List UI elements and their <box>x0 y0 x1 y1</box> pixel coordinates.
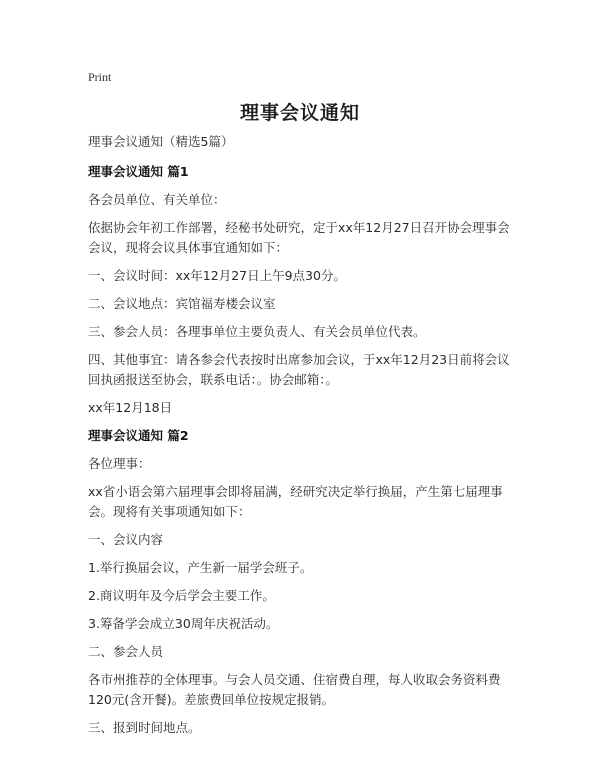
other-matters: 四、其他事宜：请各参会代表按时出席参加会议，于xx年12月23日前将会议回执函报送至协会，联系电话：。协会邮箱：。 <box>88 352 510 387</box>
part1-item-2: 2.商议明年及今后学会主要工作。 <box>88 588 275 603</box>
section-heading-2: 理事会议通知 篇2 <box>88 428 189 443</box>
meeting-time: 一、会议时间：xx年12月27日上午9点30分。 <box>88 268 346 283</box>
intro-paragraph-1: 依据协会年初工作部署，经秘书处研究，定于xx年12月27日召开协会理事会会议，现将会议具体事宜通知如下： <box>88 220 510 255</box>
salutation-2: 各位理事： <box>88 456 151 471</box>
document-body <box>88 132 518 746</box>
part1-item-3: 3.筹备学会成立30周年庆祝活动。 <box>88 616 279 631</box>
part2-title: 二、参会人员 <box>88 644 164 659</box>
part1-item-1: 1.举行换届会议，产生新一届学会班子。 <box>88 560 313 575</box>
salutation-1: 各会员单位、有关单位： <box>88 192 226 207</box>
meeting-attendees: 三、参会人员：各理事单位主要负责人、有关会员单位代表。 <box>88 324 426 339</box>
notice-date: xx年12月18日 <box>88 400 173 415</box>
part3-title: 三、报到时间地点。 <box>88 720 201 735</box>
part1-title: 一、会议内容 <box>88 532 164 547</box>
intro-paragraph-2: xx省小语会第六届理事会即将届满，经研究决定举行换届，产生第七届理事会。现将有关事项通知如下： <box>88 484 503 519</box>
section-heading-1: 理事会议通知 篇1 <box>88 164 189 179</box>
part2-text: 各市州推荐的全体理事。与会人员交通、住宿费自理，每人收取会务资料费120元(含开餐)。差旅费回单位按规定报销。 <box>88 672 501 707</box>
print-label: Print <box>88 70 112 84</box>
meeting-location: 二、会议地点：宾馆福寿楼会议室 <box>88 296 276 311</box>
document-title: 理事会议通知 <box>239 102 360 124</box>
document-subtitle: 理事会议通知（精选5篇） <box>88 134 234 149</box>
